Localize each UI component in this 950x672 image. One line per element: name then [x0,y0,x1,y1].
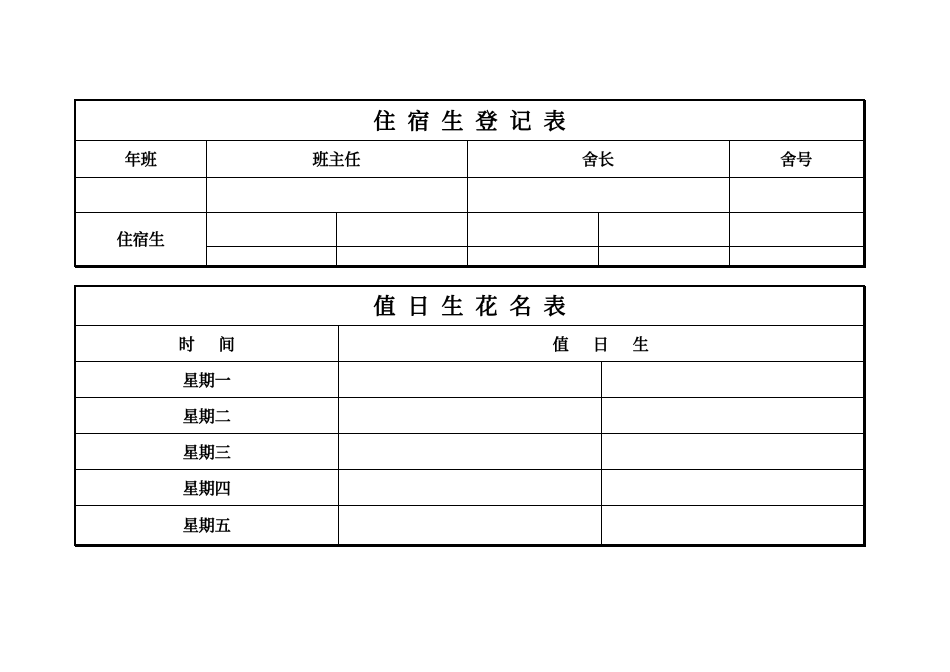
boarder-cell[interactable] [729,212,863,246]
dorm-number-cell[interactable] [729,177,863,212]
day-label-thursday: 星期四 [76,469,338,505]
registration-table [76,101,863,266]
day-label-tuesday: 星期二 [76,397,338,433]
boarder-cell[interactable] [206,212,336,246]
day-label-wednesday: 星期三 [76,433,338,469]
head-teacher-header: 班主任 [206,140,467,177]
duty-cell[interactable] [338,505,601,544]
class-header: 年班 [76,140,206,177]
boarder-cell[interactable] [336,212,467,246]
boarder-cell[interactable] [336,246,467,265]
duty-roster-table [76,287,863,544]
boarder-cell[interactable] [598,212,729,246]
duty-roster-form [74,285,865,546]
boarder-cell[interactable] [598,246,729,265]
dorm-leader-cell[interactable] [467,177,729,212]
duty-cell[interactable] [338,397,601,433]
boarder-cell[interactable] [206,246,336,265]
boarder-registration-form [74,99,865,267]
duty-roster-title: 值日生花名表 [76,287,863,325]
day-label-friday: 星期五 [76,505,338,544]
duty-student-header: 值日生 [338,325,863,361]
class-cell[interactable] [76,177,206,212]
duty-cell[interactable] [601,361,863,397]
duty-cell[interactable] [338,433,601,469]
duty-cell[interactable] [338,361,601,397]
duty-cell[interactable] [338,469,601,505]
time-header: 时间 [76,325,338,361]
boarder-cell[interactable] [467,246,598,265]
duty-cell[interactable] [601,469,863,505]
dorm-number-header: 舍号 [729,140,863,177]
duty-cell[interactable] [601,505,863,544]
duty-cell[interactable] [601,433,863,469]
boarder-cell[interactable] [729,246,863,265]
boarder-label: 住宿生 [76,212,206,265]
dorm-leader-header: 舍长 [467,140,729,177]
head-teacher-cell[interactable] [206,177,467,212]
duty-cell[interactable] [601,397,863,433]
registration-form-title: 住宿生登记表 [76,101,863,140]
day-label-monday: 星期一 [76,361,338,397]
boarder-cell[interactable] [467,212,598,246]
